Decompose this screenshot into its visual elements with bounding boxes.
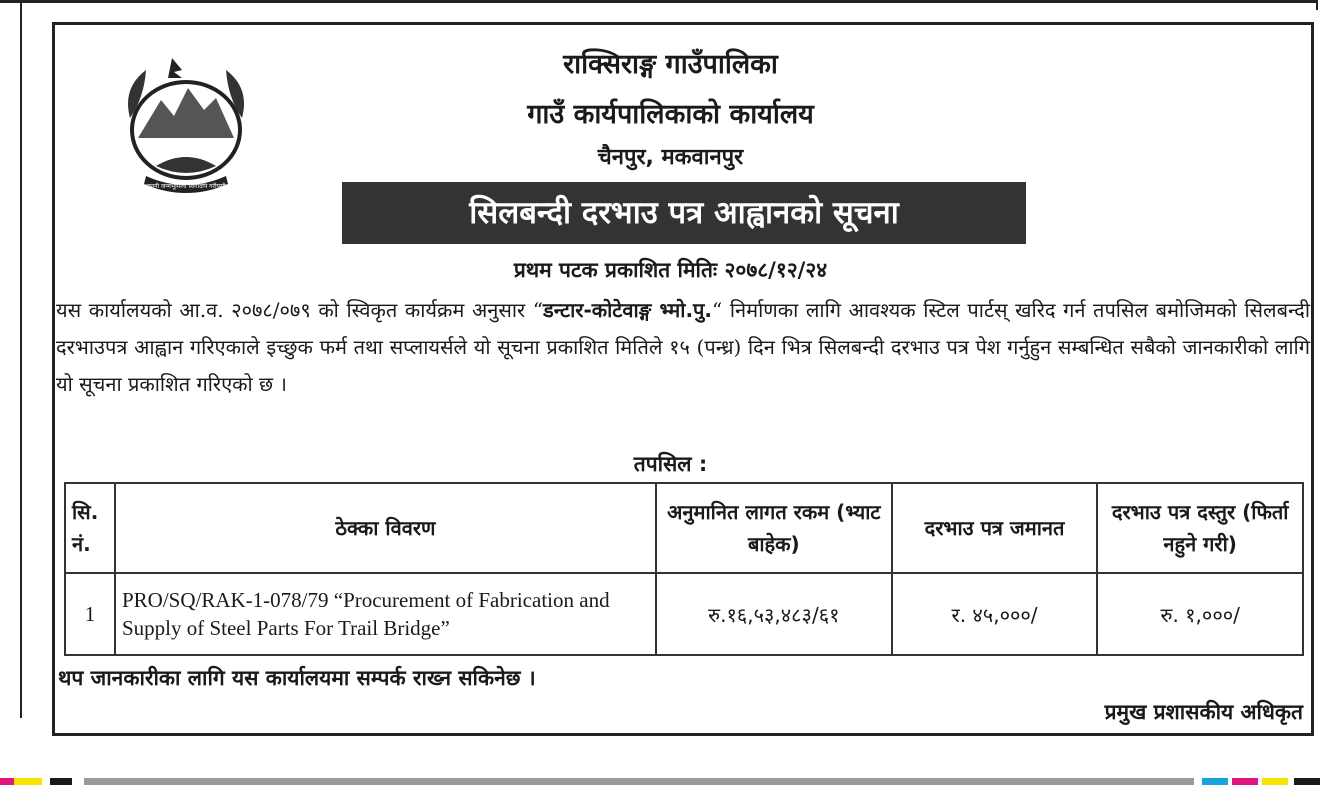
print-mark-cyan-right: [1202, 778, 1228, 785]
print-mark-gray-bar: [84, 778, 1194, 785]
office-name: गाउँ कार्यपालिकाको कार्यालय: [527, 99, 814, 130]
emblem-motto: जननी जन्मभूमिश्च स्वर्गादपि गरीयसी: [146, 183, 226, 190]
row-description: PRO/SQ/RAK-1-078/79 “Procurement of Fabrication and Supply of Steel Parts For Trail Bridge”: [115, 573, 656, 655]
row-estimate: रु.१६,५३,४८३/६१: [656, 573, 892, 655]
notice-body: [56, 292, 1310, 403]
print-mark-yellow-left: [14, 778, 42, 785]
body-text-end: “ निर्माणका लागि आवश्यक स्टिल पार्टस् खरिद गर्न तपसिल बमोजिमको सिलबन्दी दरभाउपत्र आह्वान गरिएकाले इच्छुक फर्म तथा सप्लायर्सले यो सूचना प्रकाशित मितिले १५ (पन्ध्र) दिन भित्र सिलबन्दी दरभाउ पत्र पेश गर्नुहुन सम्बन्धित सबैको जानकारीको लागि यो सूचना प्रकाशित गरिएको छ ।: [56, 298, 1310, 396]
right-border-tick: [1316, 0, 1318, 10]
row-sn: 1: [65, 573, 115, 655]
print-mark-yellow-right: [1262, 778, 1288, 785]
header-security: दरभाउ पत्र जमानत: [892, 483, 1098, 573]
office-location: चैनपुर, मकवानपुर: [597, 145, 744, 170]
print-mark-black-right: [1294, 778, 1320, 785]
table-row: [65, 573, 1303, 655]
schedule-label: तपसिल :: [633, 452, 708, 476]
notice-title-banner: [342, 182, 1026, 244]
row-security: र. ४५,०००/: [892, 573, 1098, 655]
header-estimate: अनुमानित लागत रकम (भ्याट बाहेक): [656, 483, 892, 573]
print-mark-magenta-right: [1232, 778, 1258, 785]
header-fee: दरभाउ पत्र दस्तुर (फिर्ता नहुने गरी): [1097, 483, 1303, 573]
body-text-start: यस कार्यालयको आ.व. २०७८/०७९ को स्विकृत कार्यक्रम अनुसार “: [56, 298, 544, 322]
header-description: ठेक्का विवरण: [115, 483, 656, 573]
publish-date: प्रथम पटक प्रकाशित मितिः २०७८/१२/२४: [513, 258, 828, 282]
header-sn: सि. नं.: [65, 483, 115, 573]
row-fee: रु. १,०००/: [1097, 573, 1303, 655]
print-mark-magenta-left: [0, 778, 14, 785]
contact-note: थप जानकारीका लागि यस कार्यालयमा सम्पर्क राख्न सकिनेछ ।: [58, 666, 536, 690]
print-mark-black-left: [50, 778, 72, 785]
table-header-row: [65, 483, 1303, 573]
project-name: डन्टार-कोटेवाङ्ग भ्मो.पु.: [543, 298, 713, 322]
signatory-title: प्रमुख प्रशासकीय अधिकृत: [1104, 700, 1303, 724]
municipality-name: राक्सिराङ्ग गाउँपालिका: [563, 49, 778, 80]
schedule-table: [64, 482, 1304, 656]
top-border-line: [0, 0, 1318, 3]
notice-title: सिलबन्दी दरभाउ पत्र आह्वानको सूचना: [469, 195, 899, 231]
